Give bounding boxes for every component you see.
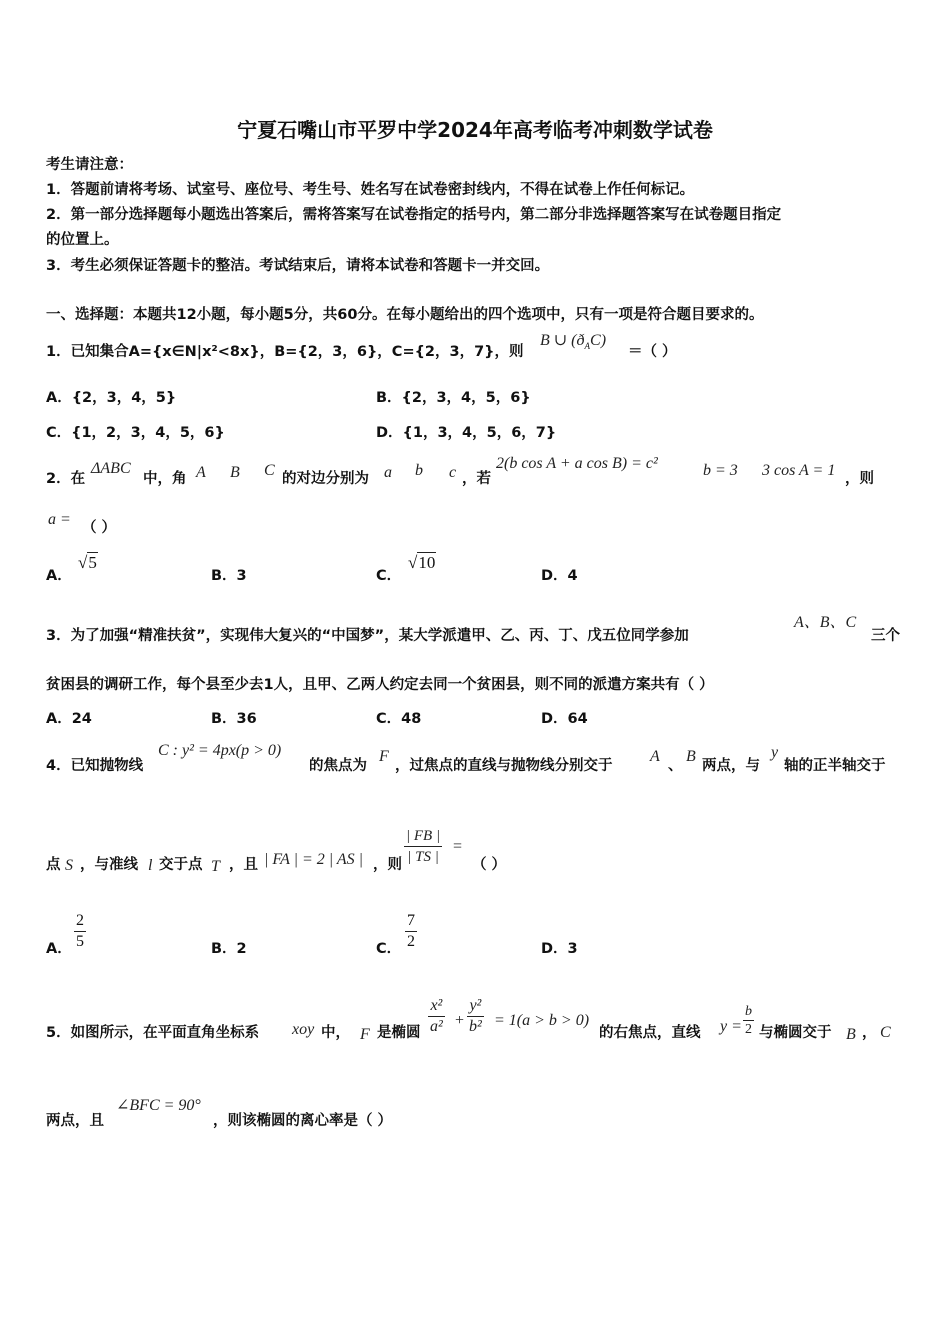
q3-option-b: B．36	[211, 711, 257, 727]
q4-ratio	[404, 826, 442, 867]
q2-option-d: D．4	[541, 568, 578, 584]
q4-text-focus: 的焦点为	[309, 758, 367, 774]
section-heading: 一、选择题：本题共12小题，每小题5分，共60分。在每小题给出的四个选项中，只有一项是符合题目要求的。	[46, 307, 764, 323]
q4-F: F	[379, 748, 389, 765]
q4-text-at: 交于点	[159, 857, 203, 873]
q2-lead: 2．在	[46, 471, 86, 487]
q2-C: C	[264, 462, 275, 479]
q4-text-points: 两点，与	[702, 758, 760, 774]
q4-ratio-num: | FB |	[404, 826, 442, 847]
q4-option-a-value: $\frac{2}{5}$	[76, 912, 84, 950]
q2-text-then: ，则	[845, 471, 874, 487]
q5-F: F	[360, 1026, 370, 1043]
q2-cos-value: 3 cos A = 1	[762, 462, 836, 479]
q2-c: c	[449, 464, 457, 481]
q2-ask-paren: （ ）	[82, 520, 117, 536]
q4-text-directrix: ，与准线	[80, 857, 138, 873]
q4-T: T	[211, 858, 220, 875]
question-1-stem	[46, 340, 524, 361]
q5-frac-y: $\frac{\text{y²}}{\text{b²}}$	[469, 997, 482, 1035]
q5-B: B	[846, 1026, 856, 1043]
q5-plus: +	[455, 1012, 465, 1029]
q5-text-focus: 的右焦点，直线	[599, 1025, 701, 1041]
q1-option-b: B．{2，3，4，5，6}	[376, 390, 531, 406]
q3-text-three: 三个	[871, 628, 900, 644]
q2-a: a	[384, 464, 392, 481]
notice-item-3: 3．考生必须保证答题卡的整洁。考试结束后，请将本试卷和答题卡一并交回。	[46, 258, 550, 274]
q2-option-b: B．3	[211, 568, 247, 584]
q5-lead: 5．如图所示，在平面直角坐标系	[46, 1025, 260, 1041]
q4-text-then: ，则	[373, 857, 402, 873]
q4-condition: | FA | = 2 | AS |	[264, 851, 364, 868]
q3-line-2: 贫困县的调研工作，每个县至少去1人，且甲、乙两人约定去同一个贫困县，则不同的派遣方案共有（ ）	[46, 677, 714, 693]
notice-item-2b: 的位置上。	[46, 232, 119, 248]
q1-lead: 1．已知集合	[46, 344, 129, 360]
q2-b-value: b = 3	[703, 462, 738, 479]
notice-item-1: 1．答题前请将考场、试室号、座位号、考生号、姓名写在试卷密封线内，不得在试卷上作任何标记。	[46, 182, 695, 198]
q4-text-line: ，过焦点的直线与抛物线分别交于	[395, 758, 613, 774]
q1-expression	[540, 330, 606, 351]
q2-option-c-label: C．	[376, 568, 402, 584]
q4-option-b: B．2	[211, 941, 247, 957]
q2-text-angle: 中，角	[143, 471, 187, 487]
q4-text-point: 点	[46, 857, 61, 873]
q4-A: A	[650, 748, 660, 765]
q3-option-c: C．48	[376, 711, 422, 727]
page-title: 宁夏石嘴山市平罗中学2024年高考临考冲刺数学试卷	[237, 118, 713, 142]
q3-option-a: A．24	[46, 711, 92, 727]
q5-text-points: 两点，且	[46, 1113, 104, 1129]
q4-y: y	[771, 744, 779, 761]
q1-sets: A={x∈N|x²<8x}，B={2，3，6}，C={2，3，7}，则	[128, 344, 524, 360]
q5-angle: ∠BFC = 90°	[116, 1097, 201, 1114]
q5-C: C	[880, 1024, 891, 1041]
q1-option-d: D．{1，3，4，5，6，7}	[376, 425, 557, 441]
q2-option-a-label: A．	[46, 568, 72, 584]
q2-triangle: ΔABC	[91, 460, 131, 477]
q4-tail: （ ）	[472, 857, 507, 873]
q2-text-if: ，若	[462, 471, 491, 487]
q3-option-d: D．64	[541, 711, 588, 727]
q5-eq-tail: = 1(a > b > 0)	[494, 1012, 590, 1029]
q2-A: A	[196, 464, 206, 481]
q4-S: S	[65, 857, 73, 874]
q1-expr: B ∪ (ð	[540, 332, 585, 349]
q2-B: B	[230, 464, 240, 481]
q4-option-c-label: C．	[376, 941, 402, 957]
q3-line-1: 3．为了加强“精准扶贫”，实现伟大复兴的“中国梦”，某大学派遣甲、乙、丙、丁、戊五位同学参加	[46, 628, 689, 644]
q2-text-sides: 的对边分别为	[282, 471, 369, 487]
q4-sep: 、	[668, 758, 683, 774]
q4-text-and: ，且	[229, 857, 258, 873]
q5-xoy: xoy	[292, 1021, 315, 1038]
q4-curve: C : y² = 4px(p > 0)	[158, 742, 282, 759]
q5-comma: ，	[862, 1025, 877, 1041]
q5-frac-b2: $\frac{b}{2}$	[745, 1004, 752, 1037]
q5-yeq: y =	[720, 1018, 742, 1035]
q1-tail: ＝（ ）	[628, 344, 677, 360]
q4-B: B	[686, 748, 696, 765]
q5-text-ellipse: 是椭圆	[377, 1025, 421, 1041]
q1-option-a: A．{2，3，4，5}	[46, 390, 177, 406]
q5-tail: ，则该椭圆的离心率是（ ）	[213, 1113, 393, 1129]
q4-option-c-value: $\frac{7}{2}$	[407, 912, 415, 950]
q4-option-a-label: A．	[46, 941, 72, 957]
q1-expr2: C)	[590, 332, 607, 349]
q2-option-a-value: √5	[78, 553, 97, 572]
notice-item-2a: 2．第一部分选择题每小题选出答案后，需将答案写在试卷指定的括号内，第二部分非选择题答案写在试卷题目指定	[46, 207, 782, 223]
q4-equals: =	[453, 838, 463, 855]
q2-equation: 2(b cos A + a cos B) = c²	[496, 455, 658, 472]
q2-b: b	[415, 462, 423, 479]
q2-ask: a =	[48, 511, 71, 528]
q5-text-in: 中，	[321, 1025, 350, 1041]
q4-l: l	[148, 857, 153, 874]
q5-text-meet: 与椭圆交于	[759, 1025, 832, 1041]
q4-lead: 4．已知抛物线	[46, 758, 144, 774]
q4-option-d: D．3	[541, 941, 578, 957]
q1-expr-sub: A	[584, 341, 591, 352]
q2-option-c-value: √10	[408, 553, 436, 572]
q3-counties: A、B、C	[794, 614, 857, 631]
q4-ratio-den: | TS |	[407, 849, 439, 865]
q5-frac-x: $\frac{\text{x²}}{\text{a²}}$	[430, 997, 443, 1035]
q1-option-c: C．{1，2，3，4，5，6}	[46, 425, 225, 441]
q4-text-axis: 轴的正半轴交于	[784, 758, 886, 774]
notice-heading: 考生请注意：	[46, 157, 133, 173]
